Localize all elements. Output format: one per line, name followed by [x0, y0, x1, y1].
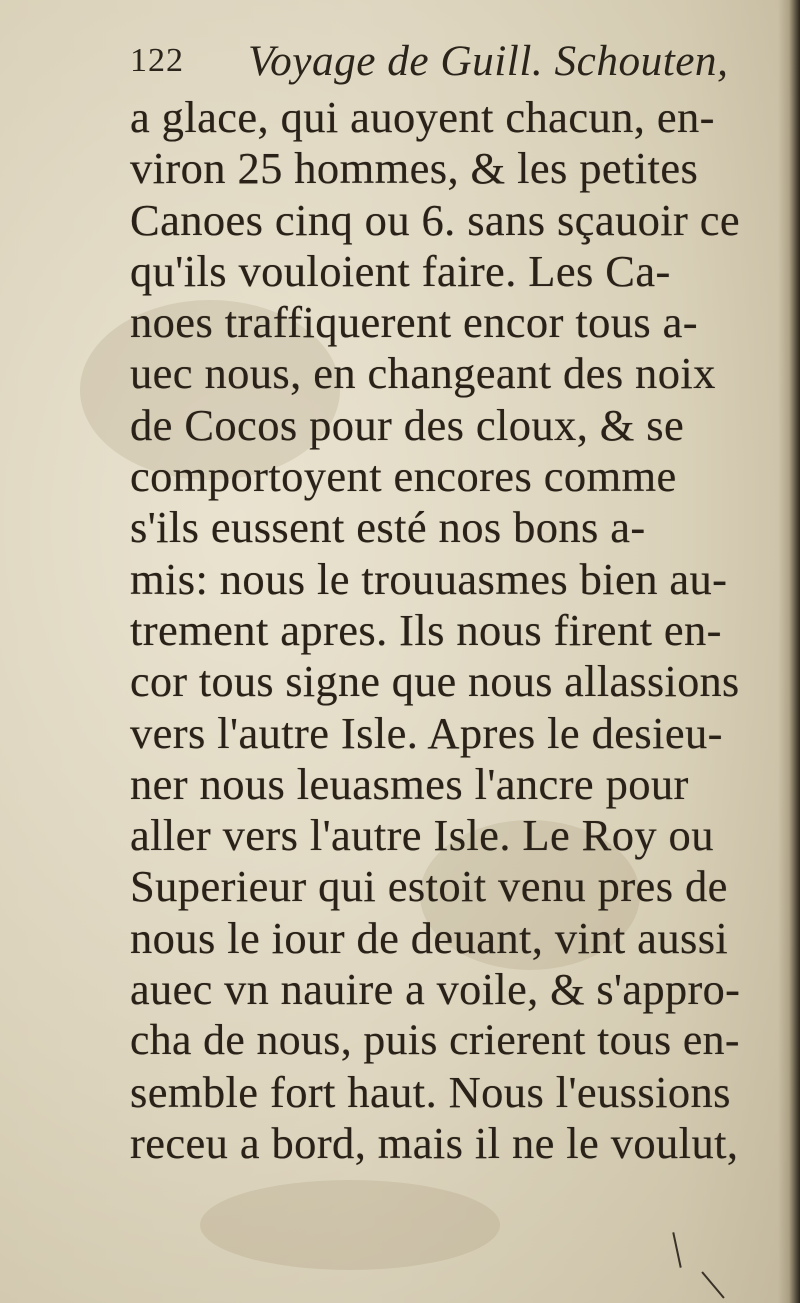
page-number: 122 [130, 42, 184, 79]
text-line: mis: nous le trouuasmes bien au- [130, 553, 728, 604]
text-line: cor tous signe que nous allassions [130, 657, 740, 707]
text-line: trement apres. Ils nous firent en- [130, 604, 722, 655]
running-title: Voyage de Guill. Schouten, [248, 37, 729, 85]
text-line: Canoes cinq ou 6. sans sçauoir ce [130, 194, 741, 245]
body-text [130, 92, 740, 1169]
text-line: semble fort haut. Nous l'eussions [130, 1066, 731, 1117]
book-gutter-shadow [778, 0, 800, 1303]
text-line: comportoyent encores comme [130, 451, 677, 502]
text-line: qu'ils vouloient faire. Les Ca- [130, 245, 671, 296]
text-line: de Cocos pour des cloux, & se [130, 399, 685, 450]
text-line: receu a bord, mais il ne le voulut, [130, 1117, 739, 1168]
text-line: vers l'autre Isle. Apres le desieu- [130, 707, 723, 758]
text-line: aller vers l'autre Isle. Le Roy ou [130, 810, 714, 861]
text-line: ner nous leuasmes l'ancre pour [130, 758, 689, 809]
ink-mark [672, 1232, 681, 1268]
paper-stain [200, 1180, 500, 1270]
text-line: Superieur qui estoit venu pres de [130, 861, 728, 912]
ink-mark [701, 1271, 724, 1298]
text-line: uec nous, en changeant des noix [130, 348, 716, 399]
text-line: auec vn nauire a voile, & s'appro- [130, 965, 741, 1015]
page-header [130, 36, 730, 96]
text-line: s'ils eussent esté nos bons a- [130, 502, 646, 553]
text-line: cha de nous, puis crierent tous en- [130, 1016, 740, 1065]
text-line: viron 25 hommes, & les petites [130, 143, 699, 194]
text-line: a glace, qui auoyent chacun, en- [130, 92, 715, 142]
text-line: nous le iour de deuant, vint aussi [130, 912, 729, 963]
text-line: noes traffiquerent encor tous a- [130, 297, 699, 348]
